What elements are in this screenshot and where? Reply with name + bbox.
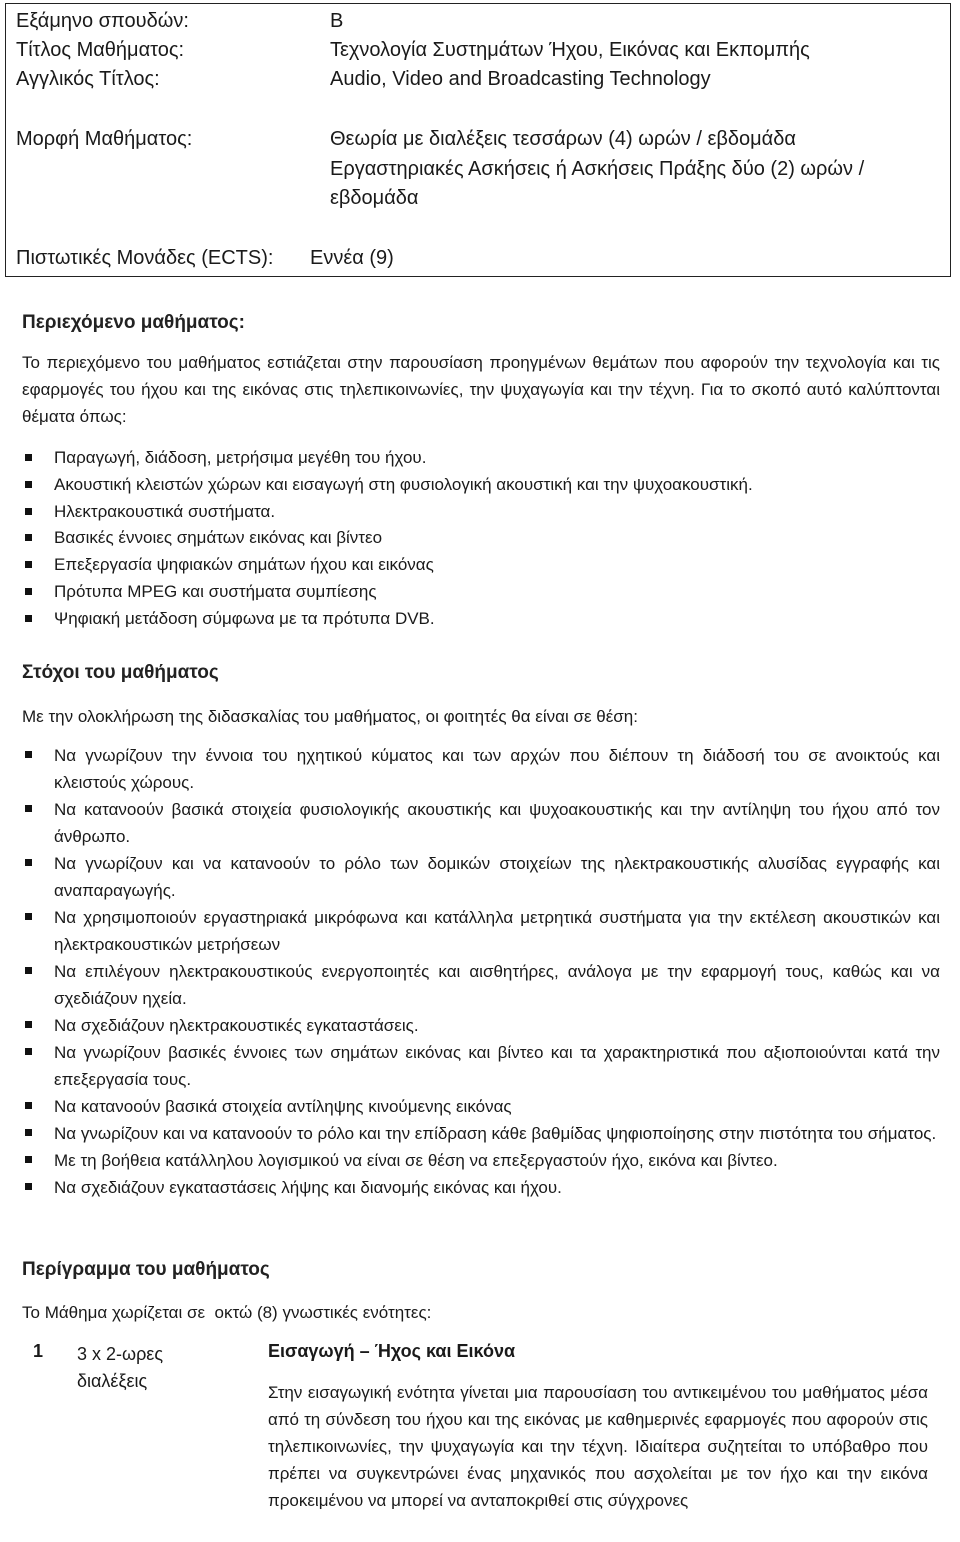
list-item: Να γνωρίζουν και να κατανοούν το ρόλο των δομικών στοιχείων της ηλεκτρακουστικής αλυσίδας εγγραφής και αναπαραγωγής. [22,850,940,904]
list-item: Να γνωρίζουν την έννοια του ηχητικού κύματος και των αρχών που διέπουν τη διάδοσή του σε ανοικτούς και κλειστούς χώρους. [22,742,940,796]
list-item: Ψηφιακή μετάδοση σύμφωνα με τα πρότυπα DVB. [22,606,940,633]
bullet-icon [25,1129,32,1136]
title-value: Τεχνολογία Συστημάτων Ήχου, Εικόνας και Εκπομπής [330,39,810,61]
list-item: Βασικές έννοιες σημάτων εικόνας και βίντεο [22,525,940,552]
list-item: Να χρησιμοποιούν εργαστηριακά μικρόφωνα και κατάλληλα μετρητικά συστήματα για την εκτέλεση ακουστικών και ηλεκτρακουστικών μετρήσεων [22,904,940,958]
ects-label: Πιστωτικές Μονάδες (ECTS): [16,247,274,269]
bullet-icon [25,1183,32,1190]
list-item: Ηλεκτρακουστικά συστήματα. [22,499,940,526]
bullet-icon [25,561,32,568]
goals-list [22,742,940,1201]
list-item: Να γνωρίζουν και να κατανοούν το ρόλο και την επίδραση κάθε βαθμίδας ψηφιοποίησης στην πιστότητα του σήματος. [22,1120,940,1147]
list-item: Ακουστική κλειστών χώρων και εισαγωγή στη φυσιολογική ακουστική και την ψυχοακουστική. [22,472,940,499]
bullet-icon [25,508,32,515]
list-item: Επεξεργασία ψηφιακών σημάτων ήχου και εικόνας [22,552,940,579]
bullet-icon [25,805,32,812]
list-item: Με τη βοήθεια κατάλληλου λογισμικού να είναι σε θέση να επεξεργαστούν ήχο, εικόνα και βίντεο. [22,1147,940,1174]
unit-lectures [77,1341,197,1395]
bullet-icon [25,1102,32,1109]
bullet-icon [25,481,32,488]
bullet-icon [25,1021,32,1028]
bullet-icon [25,1156,32,1163]
outline-heading: Περίγραμμα του μαθήματος [22,1259,270,1280]
content-heading: Περιεχόμενο μαθήματος: [22,312,245,333]
bullet-icon [25,751,32,758]
ects-value: Εννέα (9) [310,247,394,269]
bullet-icon [25,1048,32,1055]
unit-description: Στην εισαγωγική ενότητα γίνεται μια παρουσίαση του αντικειμένου του μαθήματος μέσα από τη σύνδεση του ήχου και της εικόνας με καθημερινές εφαρμογές που αφορούν στις τηλεπικοινωνίες, την ψυχαγωγία και την τέχνη. Ιδιαίτερα συζητείται το υπόβαθρο που πρέπει να συγκεντρώνει ένας μηχανικός που ασχολείται με τον ήχο και την εικόνα προκειμένου να μπορεί να ανταποκριθεί στις σύγχρονες [268,1383,928,1510]
bullet-icon [25,859,32,866]
format-line-1: Θεωρία με διαλέξεις τεσσάρων (4) ωρών / εβδομάδα [330,128,796,150]
bullet-icon [25,588,32,595]
list-item: Να κατανοούν βασικά στοιχεία αντίληψης κινούμενης εικόνας [22,1093,940,1120]
outline-intro: Το Μάθημα χωρίζεται σε οκτώ (8) γνωστικές ενότητες: [22,1303,432,1322]
unit-number: 1 [33,1341,44,1361]
list-item: Να σχεδιάζουν εγκαταστάσεις λήψης και διανομής εικόνας και ήχου. [22,1174,940,1201]
unit-lectures-line-2: διαλέξεις [77,1371,148,1391]
bullet-icon [25,534,32,541]
semester-value: Β [330,10,344,32]
semester-label: Εξάμηνο σπουδών: [16,10,189,32]
unit-lectures-line-1: 3 x 2-ωρες [77,1344,164,1364]
bullet-icon [25,454,32,461]
format-label: Μορφή Μαθήματος: [16,128,193,150]
format-line-2: Εργαστηριακές Ασκήσεις ή Ασκήσεις Πράξης δύο (2) ωρών / [330,158,865,180]
goals-intro: Με την ολοκλήρωση της διδασκαλίας του μαθήματος, οι φοιτητές θα είναι σε θέση: [22,707,638,726]
format-line-3: εβδομάδα [330,187,419,209]
english-title-label: Αγγλικός Τίτλος: [16,68,160,90]
bullet-icon [25,913,32,920]
list-item: Να γνωρίζουν βασικές έννοιες των σημάτων εικόνας και βίντεο και τα χαρακτηριστικά που αξιοποιούνται κατά την επεξεργασία τους. [22,1039,940,1093]
bullet-icon [25,967,32,974]
english-title-value: Audio, Video and Broadcasting Technology [330,68,711,90]
goals-heading: Στόχοι του μαθήματος [22,662,219,683]
list-item: Παραγωγή, διάδοση, μετρήσιμα μεγέθη του ήχου. [22,445,940,472]
list-item: Να κατανοούν βασικά στοιχεία φυσιολογικής ακουστικής και ψυχοακουστικής και την αντίληψη του ήχου από τον άνθρωπο. [22,796,940,850]
list-item: Να επιλέγουν ηλεκτρακουστικούς ενεργοποιητές και αισθητήρες, ανάλογα με την εφαρμογή τους, καθώς και να σχεδιάζουν ηχεία. [22,958,940,1012]
title-label: Τίτλος Μαθήματος: [16,39,185,61]
topics-list [22,445,940,633]
unit-title: Εισαγωγή – Ήχος και Εικόνα [268,1341,516,1361]
list-item: Να σχεδιάζουν ηλεκτρακουστικές εγκαταστάσεις. [22,1012,940,1039]
content-intro: Το περιεχόμενο του μαθήματος εστιάζεται στην παρουσίαση προηγμένων θεμάτων που αφορούν την τεχνολογία και τις εφαρμογές του ήχου και της εικόνας στις τηλεπικοινωνίες, την ψυχαγωγία και την τέχνη. Για το σκοπό αυτό καλύπτονται θέματα όπως: [22,353,940,426]
bullet-icon [25,615,32,622]
list-item: Πρότυπα MPEG και συστήματα συμπίεσης [22,579,940,606]
